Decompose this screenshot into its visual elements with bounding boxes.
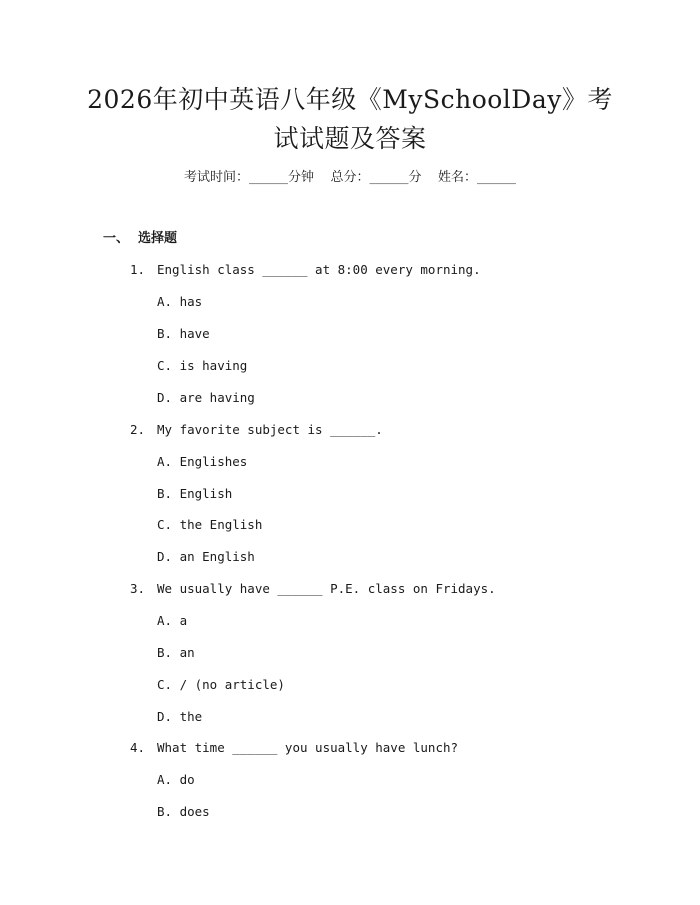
option-d: D. are having [157,390,255,405]
option-c: C. / (no article) [157,677,285,692]
question-text: We usually have ______ P.E. class on Fridays. [157,581,496,596]
option-b: B. English [157,486,233,501]
option-a: A. has [157,294,203,309]
question-number: 4. [130,740,146,755]
option-c: C. is having [157,358,248,373]
option-a: A. a [157,613,188,628]
exam-title-line-1: 2026年初中英语八年级《MySchoolDay》考 [87,85,613,114]
exam-title-line-2: 试试题及答案 [273,124,427,153]
exam-meta-info: 考试时间：______分钟 总分：______分 姓名：______ [183,170,517,185]
option-d: D. the [157,709,203,724]
option-a: A. do [157,772,195,787]
option-b: B. does [157,804,210,819]
option-b: B. have [157,326,210,341]
option-c: C. the English [157,517,263,532]
question-number: 2. [130,422,146,437]
question-number: 1. [130,262,146,277]
question-text: My favorite subject is ______. [157,422,383,437]
question-text: English class ______ at 8:00 every morning. [157,262,481,277]
section-heading: 一、 选择题 [103,231,178,246]
option-d: D. an English [157,549,255,564]
option-b: B. an [157,645,195,660]
question-text: What time ______ you usually have lunch? [157,740,459,755]
option-a: A. Englishes [157,454,248,469]
question-number: 3. [130,581,146,596]
